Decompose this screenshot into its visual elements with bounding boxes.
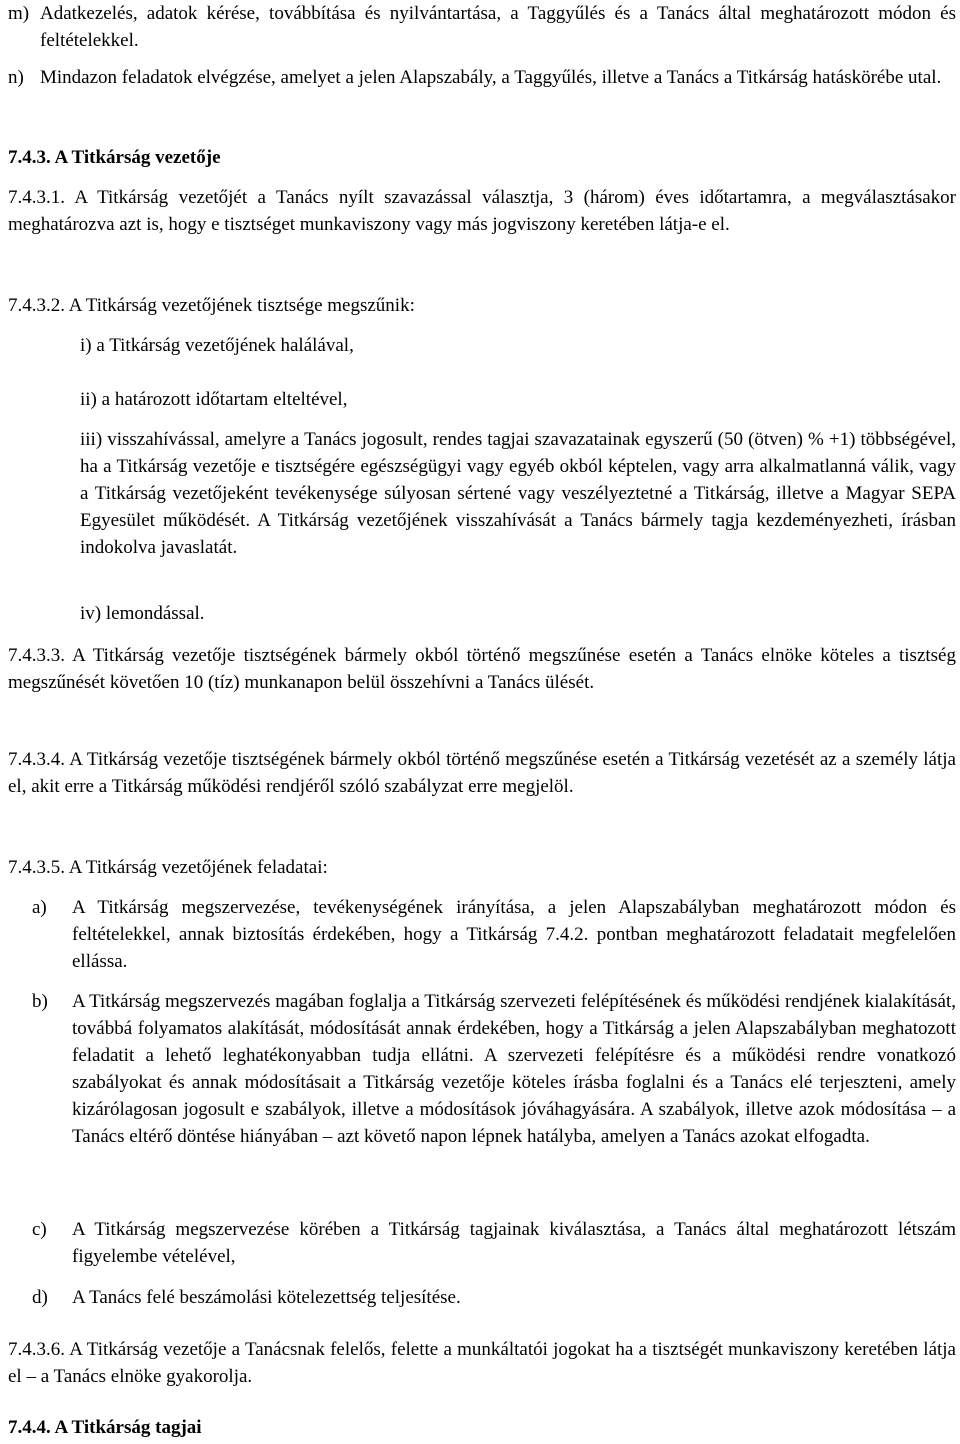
list-item-label: m): [8, 3, 30, 24]
task-item-label: b): [32, 991, 48, 1012]
task-item-text: A Titkárság megszervezése körében a Titkárság tagjainak kiválasztása, a Tanács által meghatározott létszám figyelembe vételével,: [72, 1219, 956, 1267]
termination-item-ii: ii) a határozott időtartam elteltével,: [80, 389, 348, 410]
section-heading-7-4-3: 7.4.3. A Titkárság vezetője: [8, 147, 221, 168]
termination-item-iii: iii) visszahívással, amelyre a Tanács jogosult, rendes tagjai szavazatainak egyszerű (50 (ötven) % +1) többségével, ha a Titkárság vezetője e tisztségére egészségügyi vagy egyéb okból képtelen, vagy arra alkalmatlanná válik, vagy a Titkárság vezetőjeként tevékenysége súlyosan sértené vagy veszélyeztetné a Titkárság, illetve a Magyar SEPA Egyesület működését. A Titkárság vezetőjének visszahívását a Tanács bármely tagja kezdeményezheti, írásban indokolva javaslatát.: [80, 429, 956, 558]
task-item-label: d): [32, 1287, 48, 1308]
task-item-d: [32, 1284, 956, 1311]
task-item-c: [32, 1216, 956, 1270]
paragraph-7-4-3-6: 7.4.3.6. A Titkárság vezetője a Tanácsnak felelős, felette a munkáltatói jogokat ha a tisztségét munkaviszony keretében látja el – a Tanács elnöke gyakorolja.: [8, 1339, 956, 1387]
task-item-text: A Tanács felé beszámolási kötelezettség teljesítése.: [72, 1287, 461, 1308]
paragraph-7-4-3-5: 7.4.3.5. A Titkárság vezetőjének feladatai:: [8, 857, 328, 878]
task-item-a: [32, 894, 956, 975]
task-item-text: A Titkárság megszervezése, tevékenységének irányítása, a jelen Alapszabályban meghatározott módon és feltételekkel, annak biztosítás érdekében, hogy a Titkárság 7.4.2. pontban meghatározott feladatait megfelelően ellássa.: [72, 897, 956, 972]
list-item-text: Adatkezelés, adatok kérése, továbbítása és nyilvántartása, a Taggyűlés és a Tanács által meghatározott módon és feltételekkel.: [40, 3, 956, 51]
section-heading-7-4-4: 7.4.4. A Titkárság tagjai: [8, 1417, 202, 1438]
list-item-m: [8, 0, 956, 54]
task-item-b: [32, 988, 956, 1150]
paragraph-7-4-3-4: 7.4.3.4. A Titkárság vezetője tisztségének bármely okból történő megszűnése esetén a Titkárság vezetését az a személy látja el, akit erre a Titkárság működési rendjéről szóló szabályzat erre megjelöl.: [8, 749, 956, 797]
paragraph-7-4-3-1: 7.4.3.1. A Titkárság vezetőjét a Tanács nyílt szavazással választja, 3 (három) éves időtartamra, a megválasztásakor meghatározva azt is, hogy e tisztséget munkaviszony vagy más jogviszony keretében látja-e el.: [8, 187, 956, 235]
termination-item-i: i) a Titkárság vezetőjének halálával,: [80, 335, 354, 356]
list-item-label: n): [8, 67, 24, 88]
task-item-text: A Titkárság megszervezés magában foglalja a Titkárság szervezeti felépítésének és működési rendjének kialakítását, továbbá folyamatos alakítását, módosítását annak érdekében, hogy a Titkárság a jelen Alapszabályban meghatozott feladatit a lehető leghatékonyabban tudja ellátni. A szervezeti felépítésre és a működési rendre vonatkozó szabályokat és annak módosításait a Titkárság vezetője köteles írásba foglalni és a Tanács elé terjeszteni, amely kizárólagosan jogosult e szabályok, illetve a módosítások jóváhagyására. A szabályok, illetve azok módosítása – a Tanács eltérő döntése hiányában – azt követő napon lépnek hatályba, amelyen a Tanács azokat elfogadta.: [72, 991, 956, 1147]
list-item-n: [8, 64, 956, 91]
task-item-label: c): [32, 1219, 47, 1240]
paragraph-7-4-3-3: 7.4.3.3. A Titkárság vezetője tisztségének bármely okból történő megszűnése esetén a Tanács elnöke köteles a tisztség megszűnését követően 10 (tíz) munkanapon belül összehívni a Tanács ülését.: [8, 645, 956, 693]
paragraph-7-4-3-2: 7.4.3.2. A Titkárság vezetőjének tisztsége megszűnik:: [8, 295, 415, 316]
termination-item-iv: iv) lemondással.: [80, 603, 205, 624]
task-item-label: a): [32, 897, 47, 918]
list-item-text: Mindazon feladatok elvégzése, amelyet a jelen Alapszabály, a Taggyűlés, illetve a Tanács a Titkárság hatáskörébe utal.: [40, 67, 942, 88]
